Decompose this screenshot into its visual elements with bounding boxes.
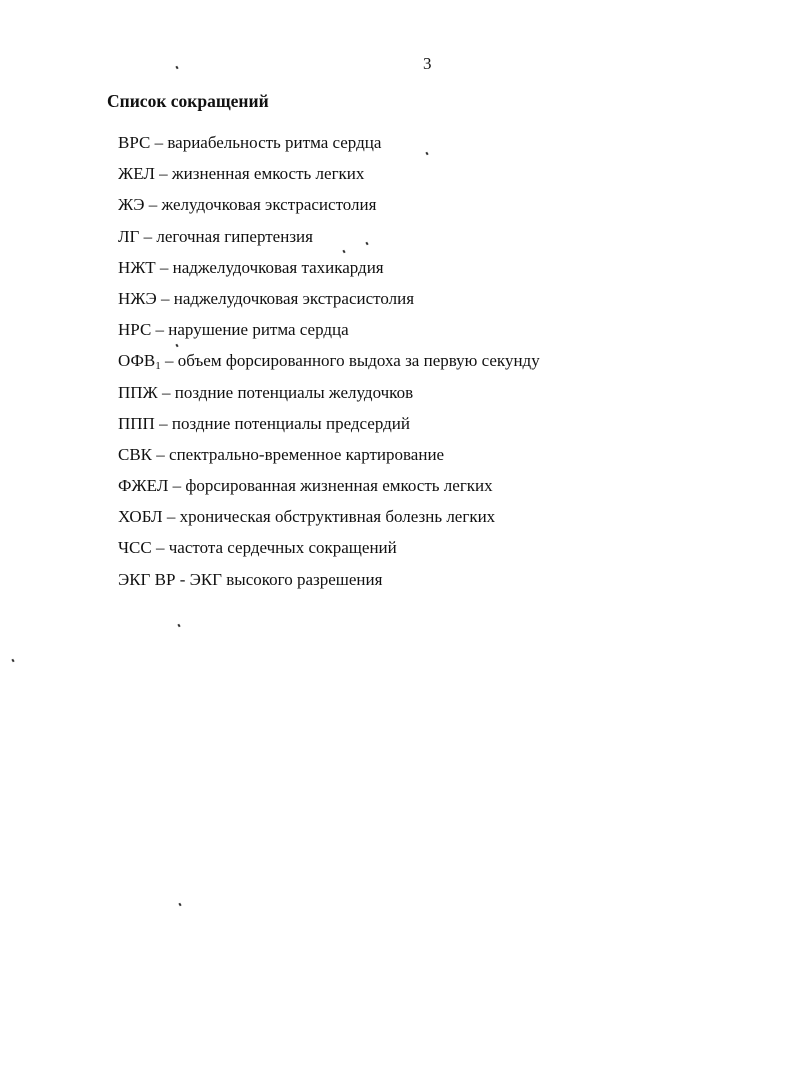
- abbreviation-entry: [118, 414, 410, 433]
- abbreviation-entry: [118, 164, 364, 183]
- abbreviation-separator: –: [151, 538, 169, 558]
- abbreviation-definition: ЭКГ высокого разрешения: [189, 569, 383, 589]
- abbreviation-definition: форсированная жизненная емкость легких: [185, 476, 493, 496]
- abbreviation-term: ФЖЕЛ: [118, 476, 169, 496]
- abbreviation-item: [118, 319, 540, 350]
- abbreviation-item: [118, 413, 540, 444]
- abbreviation-separator: -: [175, 569, 190, 589]
- abbreviation-entry: [118, 538, 397, 557]
- abbreviation-entry: [118, 507, 495, 526]
- abbreviation-entry: [118, 476, 493, 495]
- abbreviation-definition: хроническая обструктивная болезнь легких: [179, 507, 496, 527]
- abbreviation-term: ЛГ: [118, 226, 140, 246]
- abbreviations-heading: Список сокращений: [107, 91, 269, 111]
- abbreviation-term: НЖЭ: [118, 288, 157, 308]
- abbreviation-definition: жизненная емкость легких: [171, 164, 365, 184]
- abbreviation-separator: –: [154, 164, 172, 184]
- abbreviation-term: ВРС: [118, 133, 151, 152]
- scan-speck: [11, 659, 14, 663]
- abbreviation-definition: спектрально-временное картирование: [169, 444, 445, 464]
- abbreviation-term: СВК: [118, 444, 153, 464]
- abbreviation-definition: вариабельность ритма сердца: [167, 133, 382, 152]
- abbreviation-term: НРС: [118, 320, 152, 340]
- abbreviation-definition: частота сердечных сокращений: [168, 538, 397, 558]
- abbreviation-item: [118, 569, 540, 600]
- abbreviation-entry: [118, 133, 381, 152]
- abbreviation-entry: [118, 258, 384, 277]
- abbreviation-item: [118, 382, 540, 413]
- abbreviation-item: [118, 163, 540, 194]
- scan-speck: [178, 903, 181, 907]
- abbreviation-separator: –: [155, 257, 173, 277]
- abbreviation-item: [118, 350, 540, 381]
- abbreviation-item: [118, 288, 540, 319]
- abbreviation-term: ППП: [118, 413, 155, 433]
- abbreviation-definition: наджелудочковая экстрасистолия: [173, 288, 415, 308]
- abbreviation-separator: –: [144, 195, 162, 215]
- scan-speck: [175, 66, 178, 70]
- abbreviation-separator: –: [139, 226, 157, 246]
- abbreviation-entry: [118, 195, 376, 214]
- abbreviation-separator: –: [156, 288, 174, 308]
- abbreviation-item: [118, 257, 540, 288]
- abbreviation-separator: –: [162, 507, 180, 527]
- abbreviation-separator: –: [154, 413, 172, 433]
- abbreviation-item: [118, 475, 540, 506]
- abbreviation-item: [118, 444, 540, 475]
- abbreviation-term: ППЖ: [118, 382, 158, 402]
- abbreviation-entry: [118, 320, 349, 339]
- abbreviation-item: [118, 226, 540, 257]
- abbreviation-separator: –: [157, 382, 175, 402]
- abbreviation-definition: легочная гипертензия: [156, 226, 313, 246]
- scan-speck: [177, 624, 180, 628]
- abbreviation-entry: [118, 570, 382, 589]
- abbreviation-term: ОФВ: [118, 351, 156, 371]
- abbreviation-definition: нарушение ритма сердца: [168, 320, 349, 340]
- abbreviation-term: ЖЕЛ: [118, 164, 155, 184]
- abbreviation-separator: –: [151, 320, 169, 340]
- abbreviation-term: ЧСС: [118, 538, 152, 558]
- abbreviation-item: [118, 506, 540, 537]
- page-number: 3: [423, 54, 432, 73]
- abbreviation-separator: –: [160, 351, 178, 371]
- abbreviation-entry: [118, 289, 414, 308]
- abbreviation-definition: поздние потенциалы предсердий: [171, 413, 410, 433]
- abbreviation-entry: [118, 383, 413, 402]
- abbreviation-subscript: 1: [155, 360, 161, 373]
- abbreviation-item: [118, 537, 540, 568]
- abbreviation-item: [118, 132, 540, 163]
- abbreviation-definition: поздние потенциалы желудочков: [174, 382, 414, 402]
- abbreviation-separator: –: [168, 476, 186, 496]
- abbreviation-definition: желудочковая экстрасистолия: [161, 195, 377, 215]
- abbreviation-separator: –: [150, 133, 168, 152]
- abbreviation-entry: [118, 351, 540, 373]
- abbreviation-definition: наджелудочковая тахикардия: [172, 257, 384, 277]
- abbreviation-entry: [118, 227, 313, 246]
- abbreviation-term: НЖТ: [118, 257, 156, 277]
- abbreviation-separator: –: [152, 444, 170, 464]
- abbreviation-item: [118, 194, 540, 225]
- abbreviation-term: ЖЭ: [118, 195, 145, 215]
- abbreviation-term: ХОБЛ: [118, 507, 163, 527]
- abbreviation-term: ЭКГ ВР: [118, 569, 176, 589]
- abbreviation-definition: объем форсированного выдоха за первую секунду: [177, 351, 540, 371]
- abbreviations-list: [118, 132, 540, 600]
- abbreviation-entry: [118, 445, 444, 464]
